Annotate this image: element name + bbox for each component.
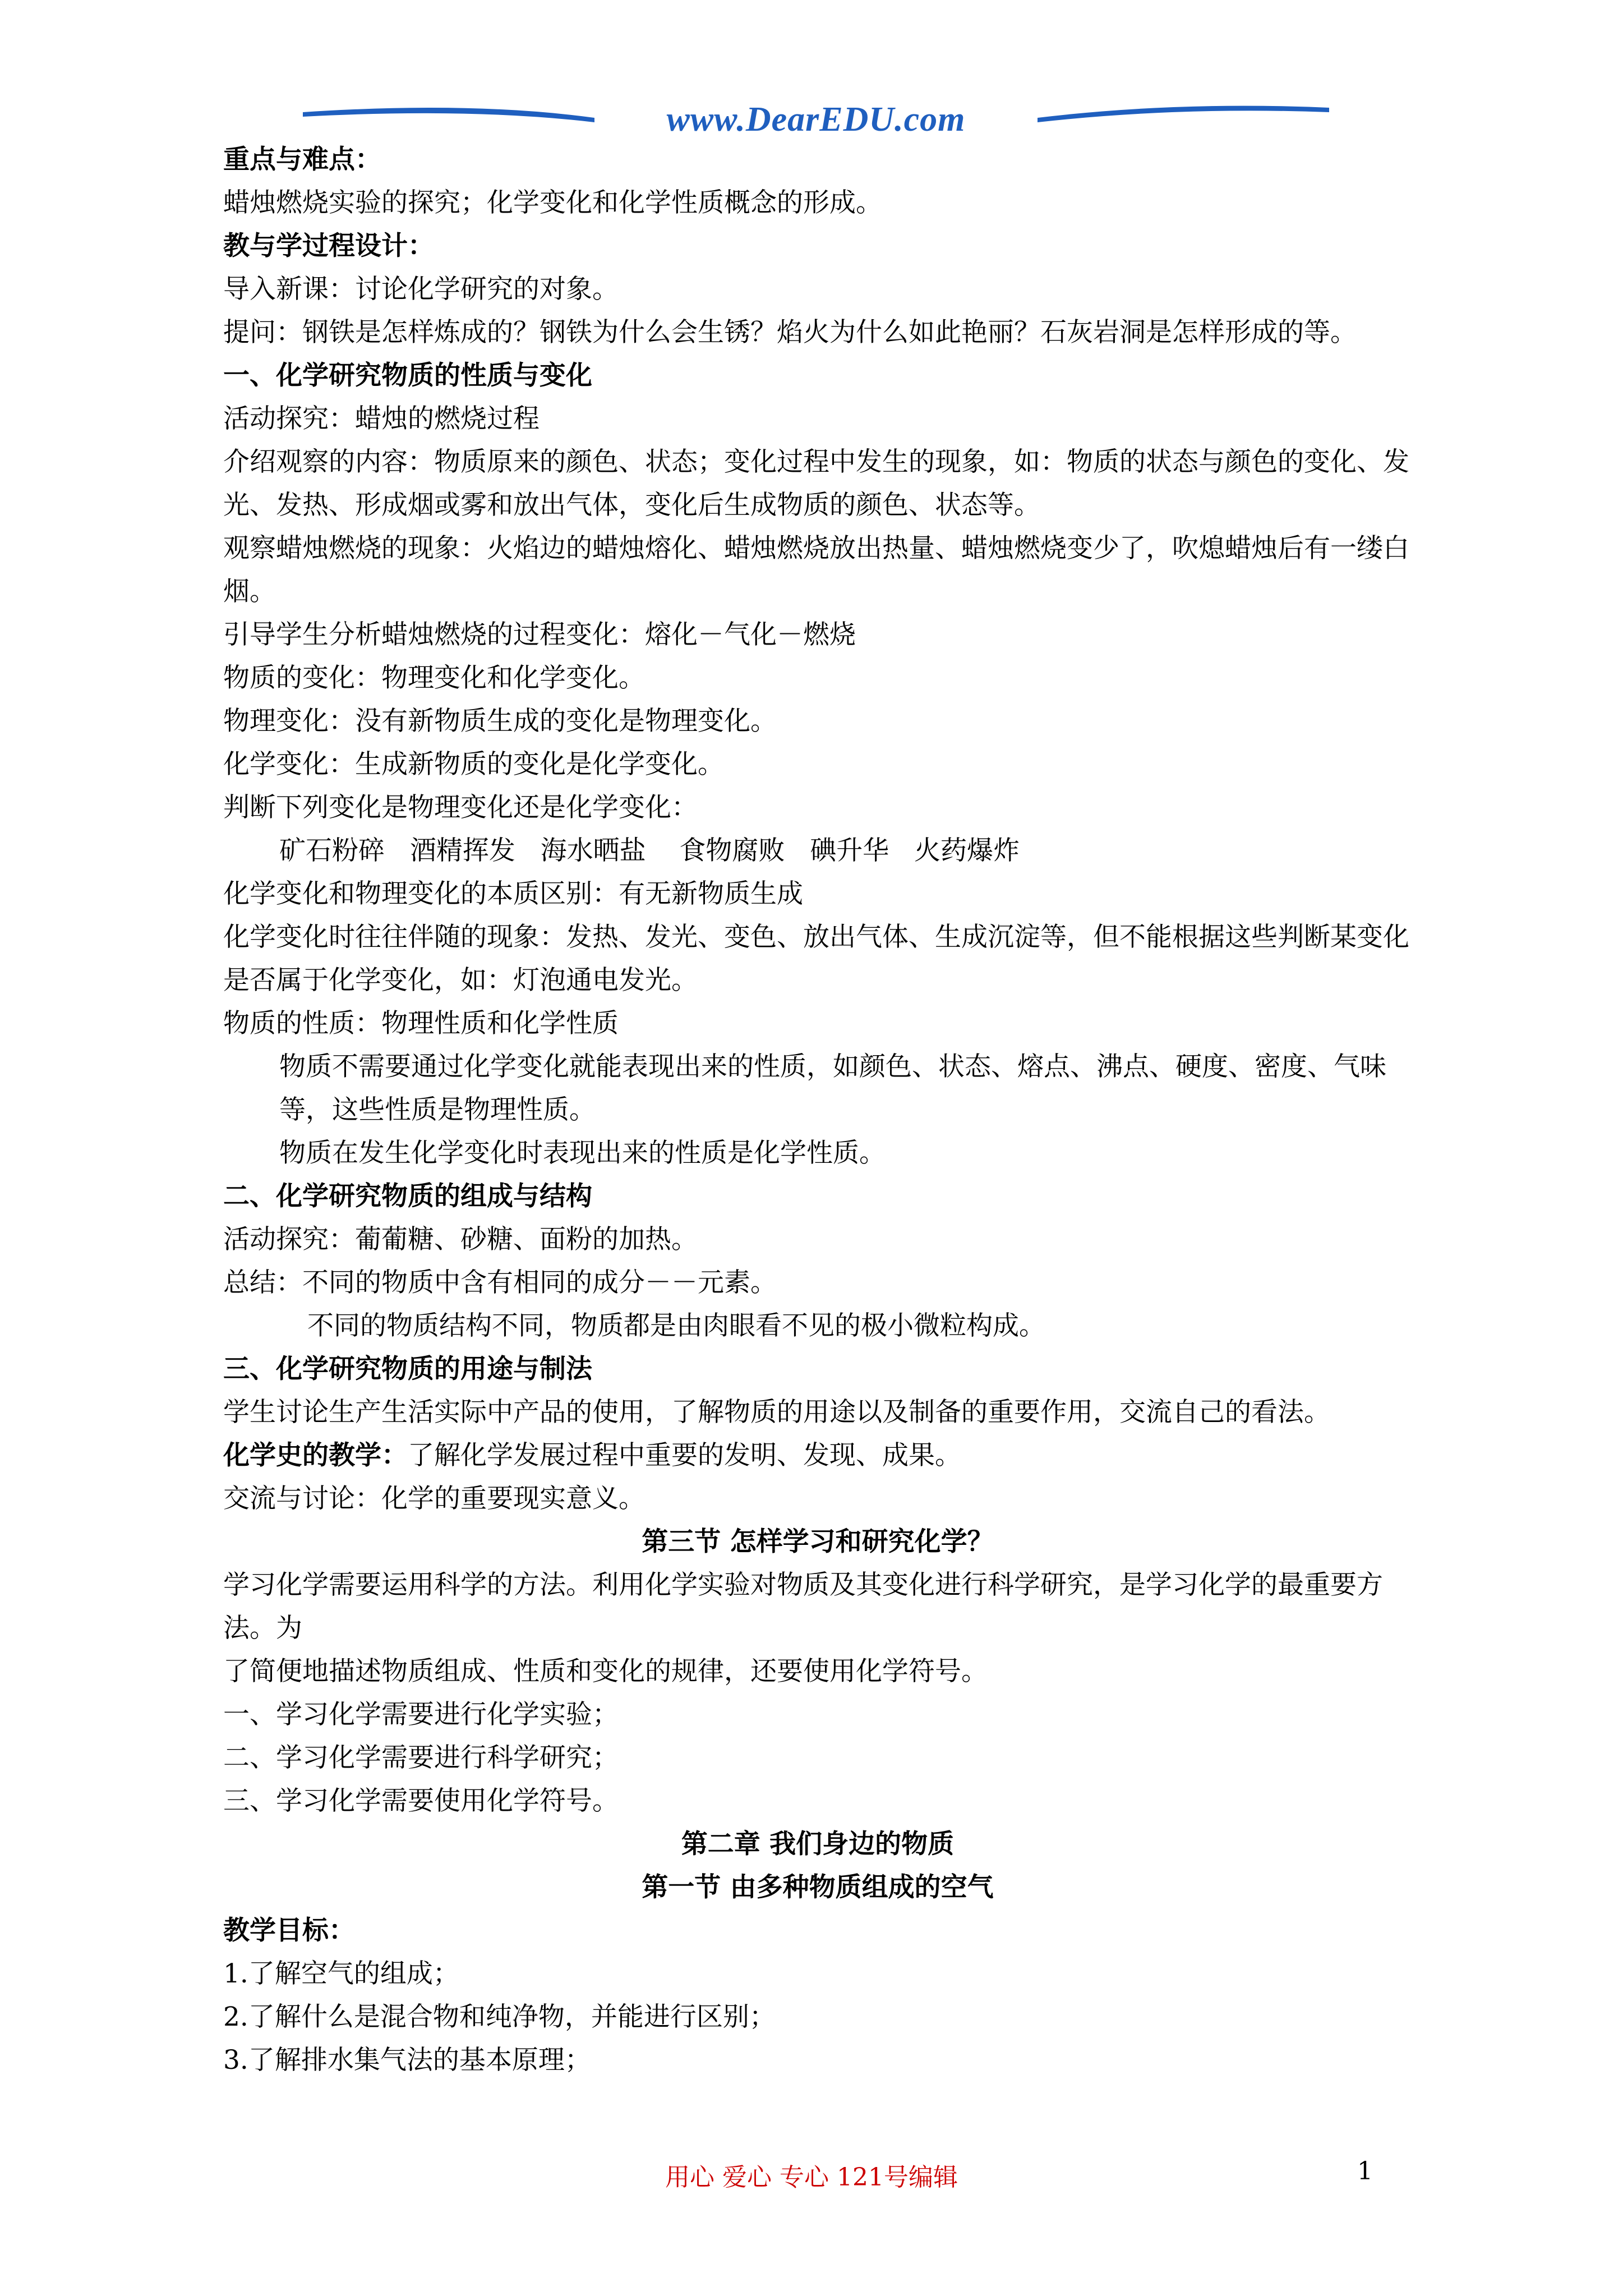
text-line: 物理变化：没有新物质生成的变化是物理变化。: [223, 706, 777, 737]
section-heading: 重点与难点：: [223, 144, 381, 175]
text-line: 不同的物质结构不同，物质都是由肉眼看不见的极小微粒构成。: [307, 1310, 1045, 1341]
text-line: 交流与讨论：化学的重要现实意义。: [223, 1483, 645, 1514]
section-heading: 三、化学研究物质的用途与制法: [223, 1354, 592, 1384]
text-line: 提问：钢铁是怎样炼成的？钢铁为什么会生锈？焰火为什么如此艳丽？石灰岩洞是怎样形成的等。: [223, 317, 1357, 348]
text-line: 引导学生分析蜡烛燃烧的过程变化：熔化－气化－燃烧: [223, 619, 856, 650]
section-heading: 教学目标：: [223, 1915, 355, 1946]
text-line: 判断下列变化是物理变化还是化学变化：: [223, 792, 698, 823]
text-line: 物质的性质：物理性质和化学性质: [223, 1008, 619, 1039]
text-line: 了简便地描述物质组成、性质和变化的规律，还要使用化学符号。: [223, 1656, 988, 1687]
text-line: 化学变化和物理变化的本质区别：有无新物质生成: [223, 878, 803, 909]
section-heading: 教与学过程设计：: [223, 231, 434, 261]
footer-slogan: 用心 爱心 专心 121号编辑: [665, 2163, 958, 2192]
site-url-logo: www.DearEDU.com: [666, 100, 966, 139]
document-body: [223, 138, 1412, 2082]
inline-lead: 化学史的教学：: [223, 1440, 408, 1471]
text-line: 3.了解排水集气法的基本原理；: [223, 2045, 591, 2076]
text-line: 介绍观察的内容：物质原来的颜色、状态；变化过程中发生的现象，如：物质的状态与颜色的变化、发光、发热、形成烟或雾和放出气体，变化后生成物质的颜色、状态等。: [223, 447, 1409, 521]
text-line: 一、学习化学需要进行化学实验；: [223, 1699, 619, 1730]
text-line: [223, 1434, 1412, 1477]
text-line: 活动探究：蜡烛的燃烧过程: [223, 403, 540, 434]
section-heading: 一、化学研究物质的性质与变化: [223, 360, 592, 391]
inline-text: 了解化学发展过程中重要的发明、发现、成果。: [408, 1440, 961, 1471]
text-line: 导入新课：讨论化学研究的对象。: [223, 274, 619, 305]
text-line: 二、学习化学需要进行科学研究；: [223, 1742, 619, 1773]
text-line: 学生讨论生产生活实际中产品的使用，了解物质的用途以及制备的重要作用，交流自己的看法。: [223, 1397, 1330, 1428]
text-line: 化学变化：生成新物质的变化是化学变化。: [223, 749, 724, 780]
section-heading: 二、化学研究物质的组成与结构: [223, 1181, 592, 1212]
site-header-banner: [303, 95, 1329, 140]
page-number: 1: [1357, 2157, 1373, 2185]
text-line: 学习化学需要运用科学的方法。利用化学实验对物质及其变化进行科学研究，是学习化学的最重要方法。为: [223, 1570, 1383, 1644]
text-line: 总结：不同的物质中含有相同的成分－－元素。: [223, 1267, 777, 1298]
text-line: 活动探究：葡葡糖、砂糖、面粉的加热。: [223, 1224, 698, 1255]
text-line: 三、学习化学需要使用化学符号。: [223, 1786, 619, 1816]
text-line: 物质不需要通过化学变化就能表现出来的性质，如颜色、状态、熔点、沸点、硬度、密度、气味等，这些性质是物理性质。: [279, 1051, 1386, 1125]
text-line: 1.了解空气的组成；: [223, 1958, 459, 1989]
text-line: 物质在发生化学变化时表现出来的性质是化学性质。: [279, 1138, 886, 1168]
text-line: 矿石粉碎 酒精挥发 海水晒盐 食物腐败 碘升华 火药爆炸: [279, 835, 1020, 866]
text-line: 化学变化时往往伴随的现象：发热、发光、变色、放出气体、生成沉淀等，但不能根据这些判断某变化是否属于化学变化，如：灯泡通电发光。: [223, 922, 1409, 996]
section-heading: 第三节 怎样学习和研究化学？: [642, 1526, 994, 1557]
text-line: 观察蜡烛燃烧的现象：火焰边的蜡烛熔化、蜡烛燃烧放出热量、蜡烛燃烧变少了，吹熄蜡烛后有一缕白烟。: [223, 533, 1409, 607]
section-heading: 第一节 由多种物质组成的空气: [642, 1872, 994, 1903]
text-line: 蜡烛燃烧实验的探究；化学变化和化学性质概念的形成。: [223, 187, 882, 218]
text-line: 2.了解什么是混合物和纯净物，并能进行区别；: [223, 2001, 776, 2032]
text-line: 物质的变化：物理变化和化学变化。: [223, 662, 645, 693]
section-heading: 第二章 我们身边的物质: [681, 1829, 955, 1860]
